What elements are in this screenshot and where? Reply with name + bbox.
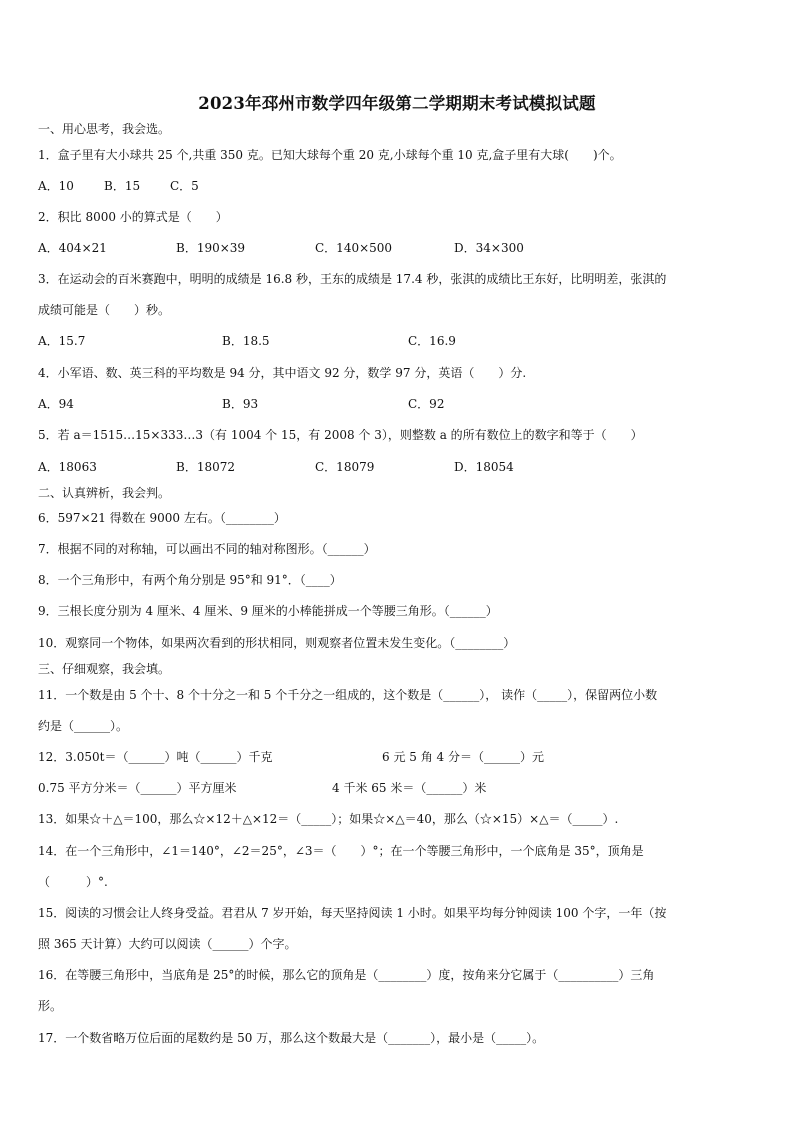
section-heading-2: 二、认真辨析，我会判。 <box>38 486 171 500</box>
question-16-line-1: 16．在等腰三角形中，当底角是 25°的时候，那么它的顶角是（________）度，按角来分它属于（__________）三角 <box>38 968 655 982</box>
question-15-line-1: 15．阅读的习惯会让人终身受益。君君从 7 岁开始，每天坚持阅读 1 小时。如果平均每分钟阅读 100 个字，一年（按 <box>38 906 667 920</box>
q4-option-a: A．94 <box>38 397 74 411</box>
q1-option-b: B．15 <box>104 179 141 193</box>
q2-option-c: C．140×500 <box>315 241 393 255</box>
q1-option-c: C．5 <box>170 179 199 193</box>
question-8: 8．一个三角形中，有两个角分别是 95°和 91°．（____） <box>38 573 342 587</box>
question-13: 13．如果☆＋△＝100，那么☆×12＋△×12＝（_____）；如果☆×△＝40，那么（☆×15）×△＝（_____）. <box>38 812 619 826</box>
section-heading-1: 一、用心思考，我会选。 <box>38 122 171 136</box>
q4-option-c: C．92 <box>408 397 445 411</box>
question-11-line-1: 11．一个数是由 5 个十、8 个十分之一和 5 个千分之一组成的，这个数是（______）， 读作（_____），保留两位小数 <box>38 688 658 702</box>
question-12-part-b: 6 元 5 角 4 分＝（______）元 <box>382 750 544 764</box>
question-1: 1．盒子里有大小球共 25 个,共重 350 克。已知大球每个重 20 克,小球每个重 10 克,盒子里有大球( )个。 <box>38 148 622 162</box>
q5-option-d: D．18054 <box>454 460 514 474</box>
question-12-part-a: 12．3.050t＝（______）吨（______）千克 <box>38 750 273 764</box>
section-heading-3: 三、仔细观察，我会填。 <box>38 662 171 676</box>
question-11-line-2: 约是（______）。 <box>38 719 129 733</box>
question-16-line-2: 形。 <box>38 999 63 1013</box>
question-10: 10．观察同一个物体，如果两次看到的形状相同，则观察者位置未发生变化。（________） <box>38 636 516 650</box>
question-3-line-2: 成绩可能是（ ）秒。 <box>38 303 171 317</box>
q3-option-c: C．16.9 <box>408 334 456 348</box>
question-6: 6．597×21 得数在 9000 左右。（________） <box>38 511 286 525</box>
question-5: 5．若 a＝1515…15×333…3（有 1004 个 15，有 2008 个 3），则整数 a 的所有数位上的数字和等于（ ） <box>38 428 643 442</box>
question-14-line-1: 14．在一个三角形中，∠1＝140°，∠2＝25°，∠3＝（ ）°；在一个等腰三角形中，一个底角是 35°，顶角是 <box>38 844 644 858</box>
q1-option-a: A．10 <box>38 179 74 193</box>
q5-option-b: B．18072 <box>176 460 235 474</box>
question-3-line-1: 3．在运动会的百米赛跑中，明明的成绩是 16.8 秒，王东的成绩是 17.4 秒，张淇的成绩比王东好，比明明差，张淇的 <box>38 272 667 286</box>
question-9: 9．三根长度分别为 4 厘米、4 厘米、9 厘米的小棒能拼成一个等腰三角形。（______） <box>38 604 498 618</box>
q3-option-b: B．18.5 <box>222 334 270 348</box>
q5-option-a: A．18063 <box>38 460 97 474</box>
q2-option-a: A．404×21 <box>38 241 107 255</box>
q3-option-a: A．15.7 <box>38 334 86 348</box>
question-7: 7．根据不同的对称轴，可以画出不同的轴对称图形。（______） <box>38 542 376 556</box>
q2-option-d: D．34×300 <box>454 241 524 255</box>
q2-option-b: B．190×39 <box>176 241 246 255</box>
q4-option-b: B．93 <box>222 397 259 411</box>
question-12-part-d: 4 千米 65 米＝（______）米 <box>332 781 487 795</box>
page-title: 2023年邳州市数学四年级第二学期期末考试模拟试题 <box>198 94 596 113</box>
question-17: 17．一个数省略万位后面的尾数约是 50 万，那么这个数最大是（_______），最小是（_____）。 <box>38 1031 545 1045</box>
q5-option-c: C．18079 <box>315 460 375 474</box>
question-2: 2．积比 8000 小的算式是（ ） <box>38 210 228 224</box>
question-12-part-c: 0.75 平方分米＝（______）平方厘米 <box>38 781 237 795</box>
question-4: 4．小军语、数、英三科的平均数是 94 分，其中语文 92 分，数学 97 分，英语（ ）分. <box>38 366 527 380</box>
question-14-line-2: （ ）°. <box>38 875 108 889</box>
question-15-line-2: 照 365 天计算）大约可以阅读（______）个字。 <box>38 937 297 951</box>
